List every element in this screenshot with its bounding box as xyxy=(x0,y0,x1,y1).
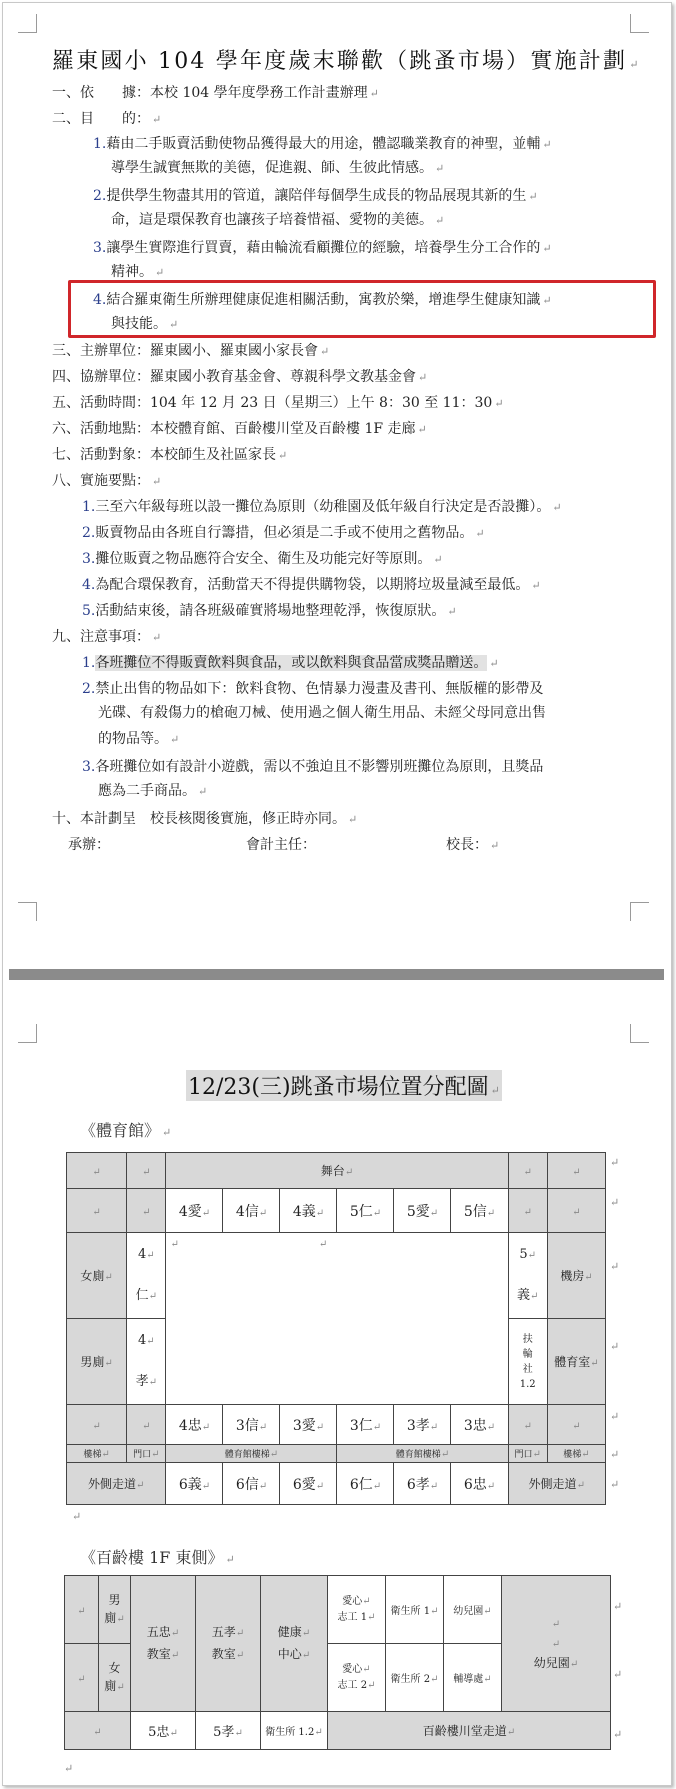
stall-cell: 扶 輪 社 1.2 xyxy=(508,1319,547,1405)
stall-cell: 6信↵ xyxy=(223,1463,280,1505)
note-2: 2.禁止出售的物品如下：飲料食物、色情暴力漫畫及書刊、無版權的影帶及 xyxy=(82,681,544,697)
kindergarten-cell: ↵ ↵ 幼兒園↵ xyxy=(502,1576,611,1712)
key-point-4: 4.為配合環保教育，活動當天不得提供購物袋，以期將垃圾量減至最低。 ↵ xyxy=(82,577,541,593)
bailing-side-cell: ↵ xyxy=(65,1644,99,1712)
gym-side-cell: ↵ xyxy=(508,1405,547,1445)
guidance-office-cell: 輔導處↵ xyxy=(444,1644,502,1712)
corridor-cell: 體育館樓梯↵ xyxy=(337,1445,508,1463)
stall-cell: 5仁↵ xyxy=(337,1189,394,1233)
gym-corner-cell: ↵ xyxy=(67,1153,127,1189)
notes-heading: 九、注意事項： ↵ xyxy=(52,629,162,645)
highlight-box xyxy=(68,280,656,338)
note-1: 1.各班攤位不得販賣飲料與食品，或以飲料與食品當成獎品贈送。 ↵ xyxy=(82,655,499,671)
health-center-cell: 健康↵ 中心↵ xyxy=(261,1576,328,1712)
stall-cell: 6忠↵ xyxy=(451,1463,508,1505)
outer-walkway-cell: 外側走道↵ xyxy=(67,1463,166,1505)
mens-room-cell: 男廁↵ xyxy=(67,1319,127,1405)
clinic-cell: 衛生所 1↵ xyxy=(386,1576,444,1644)
signature-principal: 校長： ↵ xyxy=(446,837,500,853)
crop-mark xyxy=(630,1024,649,1043)
row-end-mark: ↵ xyxy=(613,1600,623,1613)
row-end-mark: ↵ xyxy=(610,1196,620,1209)
gym-floor-area: ↵ ↵ xyxy=(166,1233,508,1405)
row-end-mark: ↵ xyxy=(610,1156,620,1169)
machine-room-cell: 機房↵ xyxy=(547,1233,605,1319)
key-point-5: 5.活動結束後，請各班級確實將場地整理乾淨，恢復原狀。 ↵ xyxy=(82,603,457,619)
purpose-item-1: 1.藉由二手販賣活動使物品獲得最大的用途，體認職業教育的神聖，並輔 ↵ xyxy=(93,136,552,152)
stall-cell: 6愛↵ xyxy=(280,1463,337,1505)
corridor-cell: 體育館樓梯↵ xyxy=(166,1445,337,1463)
row-end-mark: ↵ xyxy=(613,1728,623,1741)
stall-cell: 4↵ 孝↵ xyxy=(127,1319,166,1405)
stall-cell: 5信↵ xyxy=(451,1189,508,1233)
gym-layout-table xyxy=(66,1152,606,1505)
note-2-cont-2: 的物品等。 ↵ xyxy=(98,731,180,747)
purpose-item-2-cont: 命，這是環保教育也讓孩子培養惜福、愛物的美德。 ↵ xyxy=(111,212,445,228)
mens-room-cell: 男 廁↵ xyxy=(99,1576,131,1644)
key-point-1: 1.三至六年級每班以設一攤位為原則（幼稚園及低年級自行決定是否設攤）。 ↵ xyxy=(82,499,562,515)
stall-cell: 衛生所 1.2↵ xyxy=(261,1712,328,1750)
stall-cell: 6仁↵ xyxy=(337,1463,394,1505)
stall-cell: 6孝↵ xyxy=(394,1463,451,1505)
bailing-side-cell: ↵ xyxy=(65,1576,99,1644)
document-title: 羅東國小 104 學年度歲末聯歡（跳蚤市場）實施計劃 ↵ xyxy=(52,49,641,74)
volunteer-cell: 愛心↵ 志工 2↵ xyxy=(328,1644,386,1712)
stall-cell: 4↵ 仁↵ xyxy=(127,1233,166,1319)
stall-cell: 4信↵ xyxy=(223,1189,280,1233)
gym-side-cell: ↵ xyxy=(67,1189,127,1233)
row-end-mark: ↵ xyxy=(610,1340,620,1353)
note-2-cont-1: 光碟、有殺傷力的槍砲刀械、使用過之個人衛生用品、未經父母同意出售 xyxy=(98,705,546,721)
stair-cell: 樓梯↵ xyxy=(547,1445,605,1463)
key-point-3: 3.攤位販賣之物品應符合安全、衛生及功能完好等原則。 ↵ xyxy=(82,551,443,567)
gym-side-cell: ↵ xyxy=(127,1189,166,1233)
womens-room-cell: 女 廁↵ xyxy=(99,1644,131,1712)
purpose-item-3: 3.讓學生實際進行買賣，藉由輪流看顧攤位的經驗，培養學生分工合作的 ↵ xyxy=(93,240,552,256)
organizer-line: 三、主辦單位：羅東國小、羅東國小家長會 ↵ xyxy=(52,343,330,359)
audience-line: 七、活動對象：本校師生及社區家長 ↵ xyxy=(52,447,288,463)
paragraph-mark: ↵ xyxy=(72,1510,82,1523)
bailing-side-cell: ↵ xyxy=(65,1712,131,1750)
gym-label: 《體育館》 ↵ xyxy=(80,1121,172,1140)
paragraph-mark: ↵ xyxy=(64,1762,74,1775)
hall-walkway-cell: 百齡樓川堂走道↵ xyxy=(328,1712,611,1750)
approval-line: 十、本計劃呈 校長核閱後實施，修正時亦同。 ↵ xyxy=(52,811,358,827)
key-points-heading: 八、實施要點： ↵ xyxy=(52,473,162,489)
signature-accountant: 會計主任： xyxy=(246,837,316,853)
row-end-mark: ↵ xyxy=(610,1260,620,1273)
crop-mark xyxy=(630,14,649,33)
classroom-cell: 五孝↵ 教室↵ xyxy=(196,1576,261,1712)
co-organizer-line: 四、協辦單位：羅東國小教育基金會、尊親科學文教基金會 ↵ xyxy=(52,369,428,385)
crop-mark xyxy=(18,902,37,921)
note-3: 3.各班攤位如有設計小遊戲，需以不強迫且不影響別班攤位為原則，且獎品 xyxy=(82,759,544,775)
row-end-mark: ↵ xyxy=(610,1410,620,1423)
stall-cell: 5孝↵ xyxy=(196,1712,261,1750)
stall-cell: 4愛↵ xyxy=(166,1189,223,1233)
stall-cell: 3信↵ xyxy=(223,1405,280,1445)
bailing-label: 《百齡樓 1F 東側》 ↵ xyxy=(80,1548,235,1567)
row-end-mark: ↵ xyxy=(613,1668,623,1681)
womens-room-cell: 女廁↵ xyxy=(67,1233,127,1319)
signature-undertaker: 承辦： xyxy=(68,837,110,853)
pe-office-cell: 體育室↵ xyxy=(547,1319,605,1405)
gym-side-cell: ↵ xyxy=(508,1189,547,1233)
stair-cell: 樓梯↵ xyxy=(67,1445,127,1463)
crop-mark xyxy=(18,1024,37,1043)
stall-cell: 5↵ 義↵ xyxy=(508,1233,547,1319)
purpose-item-3-cont: 精神。 ↵ xyxy=(111,264,165,280)
volunteer-cell: 愛心↵ 志工 1↵ xyxy=(328,1576,386,1644)
bailing-layout-table xyxy=(64,1575,611,1750)
purpose-item-4-cont: 與技能。 ↵ xyxy=(111,316,179,332)
stall-cell: 4忠↵ xyxy=(166,1405,223,1445)
gym-corner-cell: ↵ xyxy=(127,1153,166,1189)
place-line: 六、活動地點：本校體育館、百齡樓川堂及百齡樓 1F 走廊 ↵ xyxy=(52,421,427,437)
crop-mark xyxy=(18,14,37,33)
gym-side-cell: ↵ xyxy=(127,1405,166,1445)
classroom-cell: 五忠↵ 教室↵ xyxy=(131,1576,196,1712)
stall-cell: 6義↵ xyxy=(166,1463,223,1505)
gym-corner-cell: ↵ xyxy=(508,1153,547,1189)
stall-cell: 4義↵ xyxy=(280,1189,337,1233)
purpose-item-1-cont: 導學生誠實無欺的美德，促進親、師、生彼此情感。 ↵ xyxy=(111,160,445,176)
kindergarten-office-cell: 幼兒園↵ xyxy=(444,1576,502,1644)
note-3-cont: 應為二手商品。 ↵ xyxy=(98,783,208,799)
page-divider xyxy=(9,969,664,980)
stall-cell: 5忠↵ xyxy=(131,1712,196,1750)
stall-cell: 3孝↵ xyxy=(394,1405,451,1445)
gym-side-cell: ↵ xyxy=(547,1405,605,1445)
stall-cell: 5愛↵ xyxy=(394,1189,451,1233)
purpose-item-2: 2.提供學生物盡其用的管道，讓陪伴每個學生成長的物品展現其新的生 ↵ xyxy=(93,188,538,204)
door-cell: 門口↵ xyxy=(127,1445,166,1463)
door-cell: 門口↵ xyxy=(508,1445,547,1463)
time-line: 五、活動時間：104 年 12 月 23 日（星期三）上午 8：30 至 11：30 ↵ xyxy=(52,395,504,411)
crop-mark xyxy=(630,902,649,921)
purpose-item-4: 4.結合羅東衛生所辦理健康促進相關活動，寓教於樂，增進學生健康知識 ↵ xyxy=(93,292,552,308)
basis-line: 一、依 據：本校 104 學年度學務工作計畫辦理 ↵ xyxy=(52,85,379,101)
gym-side-cell: ↵ xyxy=(67,1405,127,1445)
purpose-heading: 二、目 的： ↵ xyxy=(52,111,162,127)
stall-cell: 3忠↵ xyxy=(451,1405,508,1445)
map-title: 12/23(三)跳蚤市場位置分配圖 ↵ xyxy=(186,1070,502,1101)
key-point-2: 2.販賣物品由各班自行籌措，但必須是二手或不使用之舊物品。 ↵ xyxy=(82,525,485,541)
gym-side-cell: ↵ xyxy=(547,1189,605,1233)
stall-cell: 3仁↵ xyxy=(337,1405,394,1445)
outer-walkway-cell: 外側走道↵ xyxy=(508,1463,605,1505)
row-end-mark: ↵ xyxy=(610,1478,620,1491)
stall-cell: 3愛↵ xyxy=(280,1405,337,1445)
gym-corner-cell: ↵ xyxy=(547,1153,605,1189)
clinic-cell: 衛生所 2↵ xyxy=(386,1644,444,1712)
row-end-mark: ↵ xyxy=(610,1448,620,1461)
stage-cell: 舞台↵ xyxy=(166,1153,508,1189)
